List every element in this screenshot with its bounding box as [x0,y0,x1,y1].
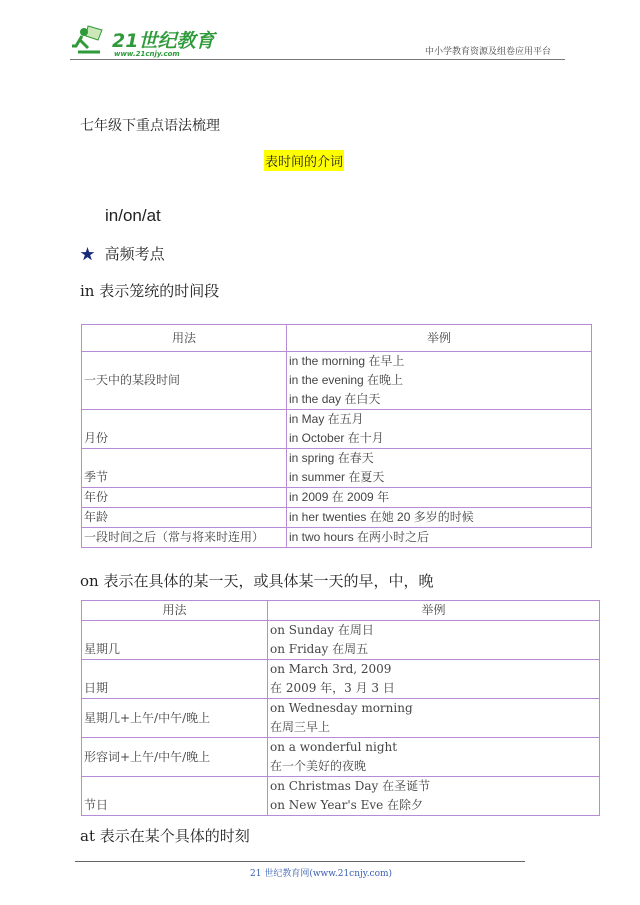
table-row [82,738,600,777]
usage-cell: 节日 [82,777,268,816]
example-cell: in two hours 在两小时之后 [287,528,592,548]
usage-cell: 星期几+上午/中午/晚上 [82,699,268,738]
col-header: 用法 [82,601,268,621]
col-header: 举例 [287,325,592,352]
example-line: in the morning 在早上 [289,354,405,368]
logo-url: www.21cnjy.com [114,50,180,58]
footer-text: 21 世纪教育网(www.21cnjy.com) [250,869,393,879]
example-line: on Wednesday morning [270,701,413,715]
table-on [81,600,600,816]
usage-cell: 日期 [82,660,268,699]
usage-cell: 星期几 [82,621,268,660]
star-label: 高频考点 [104,245,165,263]
logo-text: 21世纪教育 [112,30,215,52]
example-cell [268,699,600,738]
doc-title: 七年级下重点语法梳理 [80,118,220,134]
example-cell: in 2009 在 2009 年 [287,488,592,508]
example-cell [268,660,600,699]
heading: in/on/at [105,206,161,225]
at-intro: at 表示在某个具体的时刻 [80,827,250,845]
usage-cell: 一天中的某段时间 [82,352,287,410]
usage-cell: 月份 [82,410,287,449]
table-row [82,660,600,699]
example-cell [287,352,592,410]
table-row [82,699,600,738]
table-row [82,621,600,660]
table-row [82,410,592,449]
example-line: in the day 在白天 [289,392,381,406]
example-cell: in her twenties 在她 20 多岁的时候 [287,508,592,528]
usage-cell: 形容词+上午/中午/晚上 [82,738,268,777]
header-divider [70,59,565,60]
example-line: 在周三早上 [270,720,331,734]
example-line: on Christmas Day 在圣诞节 [270,779,431,793]
star-icon: ★ [80,245,96,263]
example-line: on Friday 在周五 [270,642,369,656]
in-intro: in 表示笼统的时间段 [80,282,220,300]
example-line: in spring 在春天 [289,451,374,465]
example-line: in summer 在夏天 [289,470,385,484]
col-header: 举例 [268,601,600,621]
example-line: on Sunday 在周日 [270,623,374,637]
table-row [82,528,592,548]
platform-label: 中小学教育资源及组卷应用平台 [425,47,552,57]
example-line: on New Year's Eve 在除夕 [270,798,424,812]
example-cell [268,777,600,816]
runner-logo-icon [70,24,104,54]
example-line: 在一个美好的夜晚 [270,759,367,773]
usage-cell: 一段时间之后（常与将来时连用） [82,528,287,548]
example-line: in October 在十月 [289,431,384,445]
section-title: 表时间的介词 [264,150,344,171]
key-point [80,243,165,264]
example-cell [268,738,600,777]
table-in [81,324,592,548]
example-line: in the evening 在晚上 [289,373,404,387]
example-cell [287,410,592,449]
usage-cell: 季节 [82,449,287,488]
col-header: 用法 [82,325,287,352]
example-line: on a wonderful night [270,740,398,754]
example-line: 在 2009 年，3 月 3 日 [270,681,395,695]
table-row [82,508,592,528]
example-line: on March 3rd, 2009 [270,662,392,676]
table-row [82,488,592,508]
table-row [82,777,600,816]
example-cell [268,621,600,660]
footer-divider [75,861,525,862]
usage-cell: 年龄 [82,508,287,528]
on-intro: on 表示在具体的某一天，或具体某一天的早，中，晚 [80,572,434,590]
table-row [82,352,592,410]
table-row [82,449,592,488]
example-line: in May 在五月 [289,412,364,426]
example-cell [287,449,592,488]
usage-cell: 年份 [82,488,287,508]
